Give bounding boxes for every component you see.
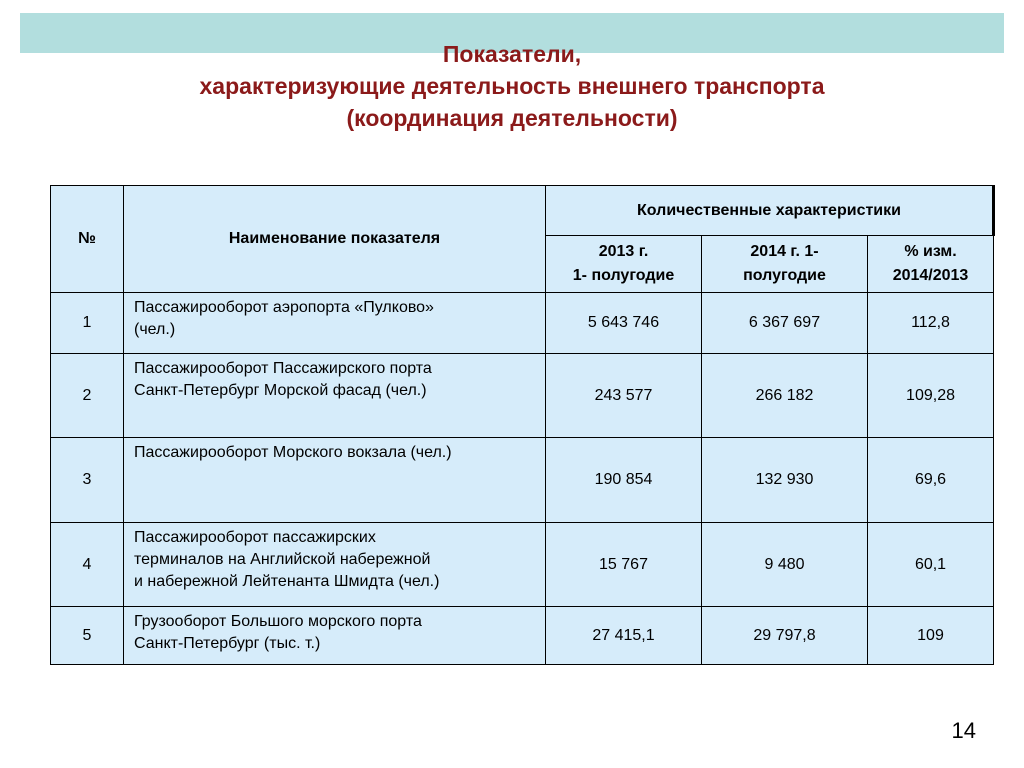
indicator-name-line: Пассажирооборот Пассажирского порта (134, 360, 432, 377)
indicator-name-line: (чел.) (134, 321, 176, 338)
value-2013: 27 415,1 (546, 607, 702, 665)
value-2014: 9 480 (702, 523, 868, 607)
slide-title (0, 38, 1024, 134)
indicator-name-line: Пассажирооборот аэропорта «Пулково» (134, 299, 434, 316)
value-2014: 266 182 (702, 354, 868, 438)
title-line-3: (координация деятельности) (346, 105, 678, 131)
value-2013: 243 577 (546, 354, 702, 438)
table-row (51, 607, 994, 665)
table-row (51, 438, 994, 523)
indicator-name-line: и набережной Лейтенанта Шмидта (чел.) (134, 573, 440, 590)
table-row (51, 523, 994, 607)
indicator-name-line: Санкт-Петербург (тыс. т.) (134, 635, 321, 652)
pct-change: 112,8 (868, 293, 994, 354)
indicator-name (124, 607, 546, 665)
pct-change: 109 (868, 607, 994, 665)
title-line-2: характеризующие деятельность внешнего транспорта (199, 73, 825, 99)
row-number: 3 (51, 438, 124, 523)
header-num: № (51, 186, 124, 293)
row-number: 1 (51, 293, 124, 354)
header-quantitative: Количественные характеристики (546, 186, 994, 236)
pct-change: 69,6 (868, 438, 994, 523)
header-name: Наименование показателя (124, 186, 546, 293)
indicator-name (124, 293, 546, 354)
header-pct-change: % изм. 2014/2013 (868, 236, 994, 293)
pct-change: 109,28 (868, 354, 994, 438)
indicator-name-line: Пассажирооборот Морского вокзала (чел.) (134, 444, 452, 461)
table-row (51, 354, 994, 438)
table-row (51, 293, 994, 354)
indicator-name-line: Санкт-Петербург Морской фасад (чел.) (134, 382, 427, 399)
header-row-top (51, 186, 994, 236)
page-number: 14 (951, 718, 976, 743)
indicator-name-line: Пассажирооборот пассажирских (134, 529, 376, 546)
title-line-1: Показатели, (442, 41, 582, 67)
indicator-name (124, 354, 546, 438)
value-2014: 6 367 697 (702, 293, 868, 354)
value-2014: 132 930 (702, 438, 868, 523)
row-number: 4 (51, 523, 124, 607)
row-number: 2 (51, 354, 124, 438)
pct-change: 60,1 (868, 523, 994, 607)
value-2013: 5 643 746 (546, 293, 702, 354)
indicator-name-line: Грузооборот Большого морского порта (134, 613, 422, 630)
value-2014: 29 797,8 (702, 607, 868, 665)
header-2013: 2013 г. 1- полугодие (546, 236, 702, 293)
indicator-name-line: терминалов на Английской набережной (134, 551, 431, 568)
indicators-table (50, 185, 995, 665)
value-2013: 190 854 (546, 438, 702, 523)
indicator-name (124, 438, 546, 523)
indicator-name (124, 523, 546, 607)
value-2013: 15 767 (546, 523, 702, 607)
row-number: 5 (51, 607, 124, 665)
header-2014: 2014 г. 1- полугодие (702, 236, 868, 293)
